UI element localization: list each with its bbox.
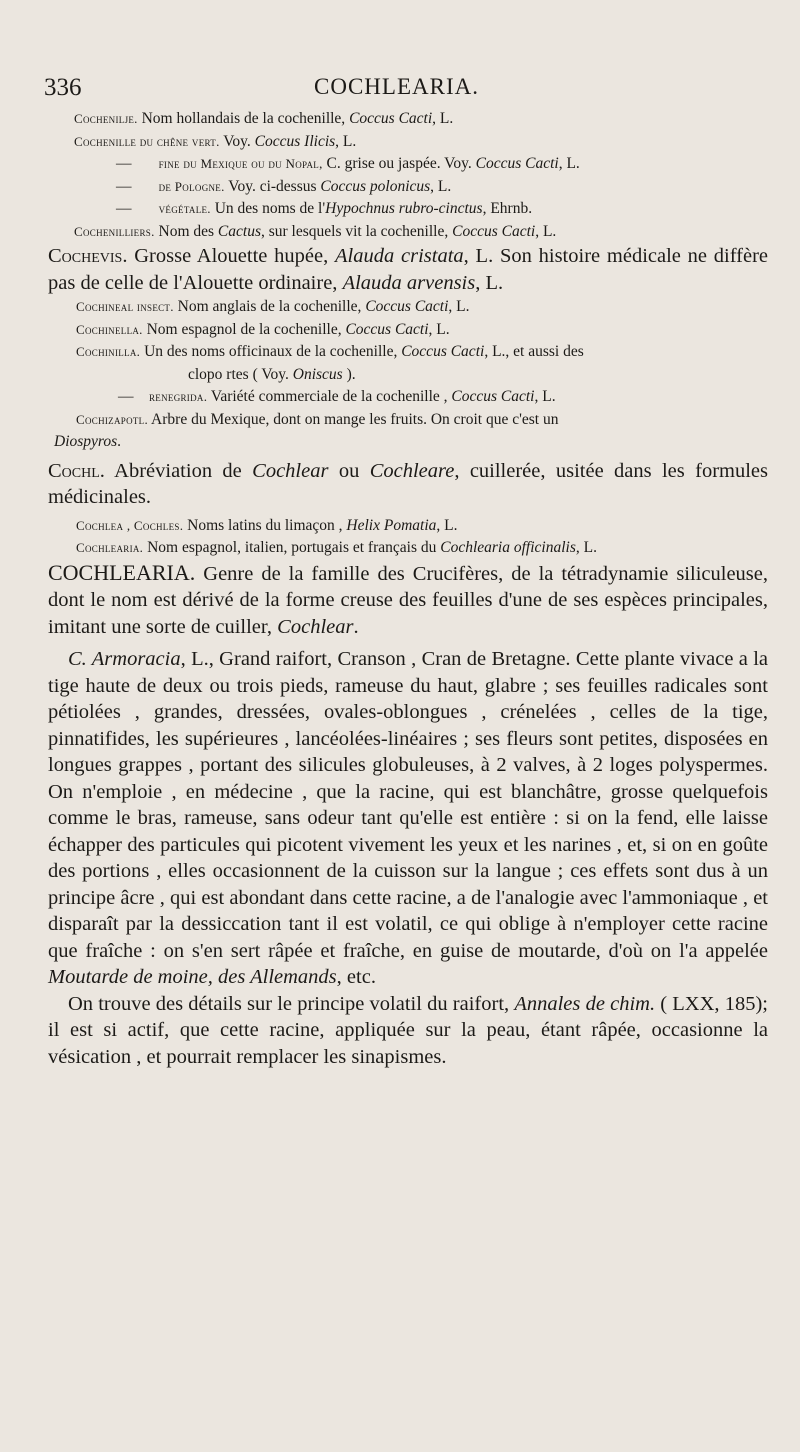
entry-cochenille-fine: — fine du Mexique ou du Nopal, C. grise ou jaspée. Voy. Coccus Cacti, L. — [116, 155, 580, 172]
entry-term: de Pologne. — [158, 178, 225, 194]
entry-cochl: Cochl. Abréviation de Cochlear ou Cochleare, cuillerée, usitée dans les formules médicinales. — [48, 459, 768, 508]
entry-term: végétale. — [158, 201, 211, 216]
species-name: C. Armoracia — [68, 648, 181, 670]
entry-term: Cochenilje. — [74, 111, 138, 126]
entry-term: Cochinilla. — [76, 344, 141, 359]
entry-term: Cochevis. — [48, 245, 128, 267]
page-number: 336 — [44, 74, 82, 101]
final-paragraph: On trouve des détails sur le principe volatil du raifort, Annales de chim. ( LXX, 185); il est si actif, que cette racine, appliquée sur la peau, étant râpée, occasionne la vésication , et pourrait remplacer les sinapismes. — [48, 992, 768, 1068]
entry-cochenille-vegetale: — végétale. Un des noms de l'Hypochnus rubro-cinctus, Ehrnb. — [116, 200, 533, 217]
entry-term: Cochenille du chêne vert. — [74, 133, 220, 149]
entry-cochenilje: Cochenilje. Nom hollandais de la cochenille, Coccus Cacti, L. — [74, 110, 454, 127]
entry-cochenilliers: Cochenilliers. Nom des Cactus, sur lesquels vit la cochenille, Coccus Cacti, L. — [74, 222, 557, 240]
dictionary-text — [48, 108, 769, 1070]
entry-term: Cochineal insect. — [76, 299, 174, 314]
entry-term: Cochlearia. — [76, 540, 144, 555]
entry-term: Cochizapotl. — [76, 411, 149, 427]
entry-term: fine du Mexique ou du Nopal, — [158, 156, 323, 171]
entry-term: COCHLEARIA. — [48, 559, 196, 585]
armoracia-paragraph: C. Armoracia, L., Grand raifort, Cranson , Cran de Bretagne. Cette plante vivace a la tige haute de deux ou trois pieds, rameuse du haut, glabre ; ses feuilles radicales sont pétiolées , grandes, dressées, ovales-oblongues , crénelées , celles de la tige, pinnatifides, les supérieures , lancéolées-linéaires ; ses fleurs sont petites, disposées en longues grappes , portant des silicules globuleuses, à 2 valves, à 2 loges polyspermes. On n'emploie , en médecine , que la racine, qui est blanchâtre, grosse quelquefois comme le bras, rameuse, sans odeur tant qu'elle est entière : si on la fend, elle laisse échapper des particules qui picotent vivement les yeux et les narines , et, si on en goûte des portions , elles occasionnent de la cuisson sur la langue ; ces effets sont dus à un principe âcre , qui est abondant dans cette racine, a de l'analogie avec l'ammoniaque , et disparaît par la dessiccation tant il est volatil, ce qui oblige à n'employer cette racine que fraîche : on s'en sert râpée et fraîche, en guise de moutarde, d'où on l'a appelée Moutarde de moine, des Allemands, etc. — [48, 648, 768, 988]
entry-cochevis: Cochevis. Grosse Alouette hupée, Alauda cristata, L. Son histoire médicale ne diffère pas de celle de l'Alouette ordinaire, Alauda arvensis, L. — [48, 245, 769, 294]
entry-cochizapotl: Cochizapotl. Arbre du Mexique, dont on mange les fruits. On croit que c'est un — [76, 410, 559, 428]
entry-cochinella: Cochinella. Nom espagnol de la cochenille, Coccus Cacti, L. — [76, 320, 450, 338]
entry-cochenille-pologne: — de Pologne. Voy. ci-dessus Coccus polonicus, L. — [116, 177, 452, 195]
entry-cochineal: Cochineal insect. Nom anglais de la cochenille, Coccus Cacti, L. — [76, 298, 470, 315]
entry-renegrida: — renegrida. Variété commerciale de la cochenille , Coccus Cacti, L. — [118, 388, 556, 405]
entry-cochlea: Cochlea , Cochles. Noms latins du limaçon , Helix Pomatia, L. — [76, 516, 458, 534]
entry-term: Cochinella. — [76, 321, 143, 337]
entry-cochinilla: Cochinilla. Un des noms officinaux de la cochenille, Coccus Cacti, L., et aussi des — [76, 343, 584, 360]
entry-cochenille-chene: Cochenille du chêne vert. Voy. Coccus Ilicis, L. — [74, 132, 357, 150]
entry-term: renegrida. — [149, 389, 208, 404]
running-head: COCHLEARIA. — [314, 74, 479, 99]
entry-cochizapotl-continued: Diospyros. — [54, 433, 122, 450]
entry-term: Cochl. — [48, 459, 105, 482]
entry-cochlearia-genre: COCHLEARIA. Genre de la famille des Crucifères, de la tétradynamie siliculeuse, dont le nom est dérivé de la forme creuse des feuilles d'une de ses espèces principales, imitant une sorte de cuiller, Cochlear. — [48, 559, 768, 638]
entry-term: Cochlea , Cochles. — [76, 517, 184, 533]
page-header — [44, 74, 764, 104]
entry-cochlearia-name: Cochlearia. Nom espagnol, italien, portugais et français du Cochlearia officinalis, L. — [76, 539, 597, 556]
entry-cochinilla-continued: clopo rtes ( Voy. Oniscus ). — [188, 365, 356, 383]
entry-term: Cochenilliers. — [74, 223, 155, 239]
